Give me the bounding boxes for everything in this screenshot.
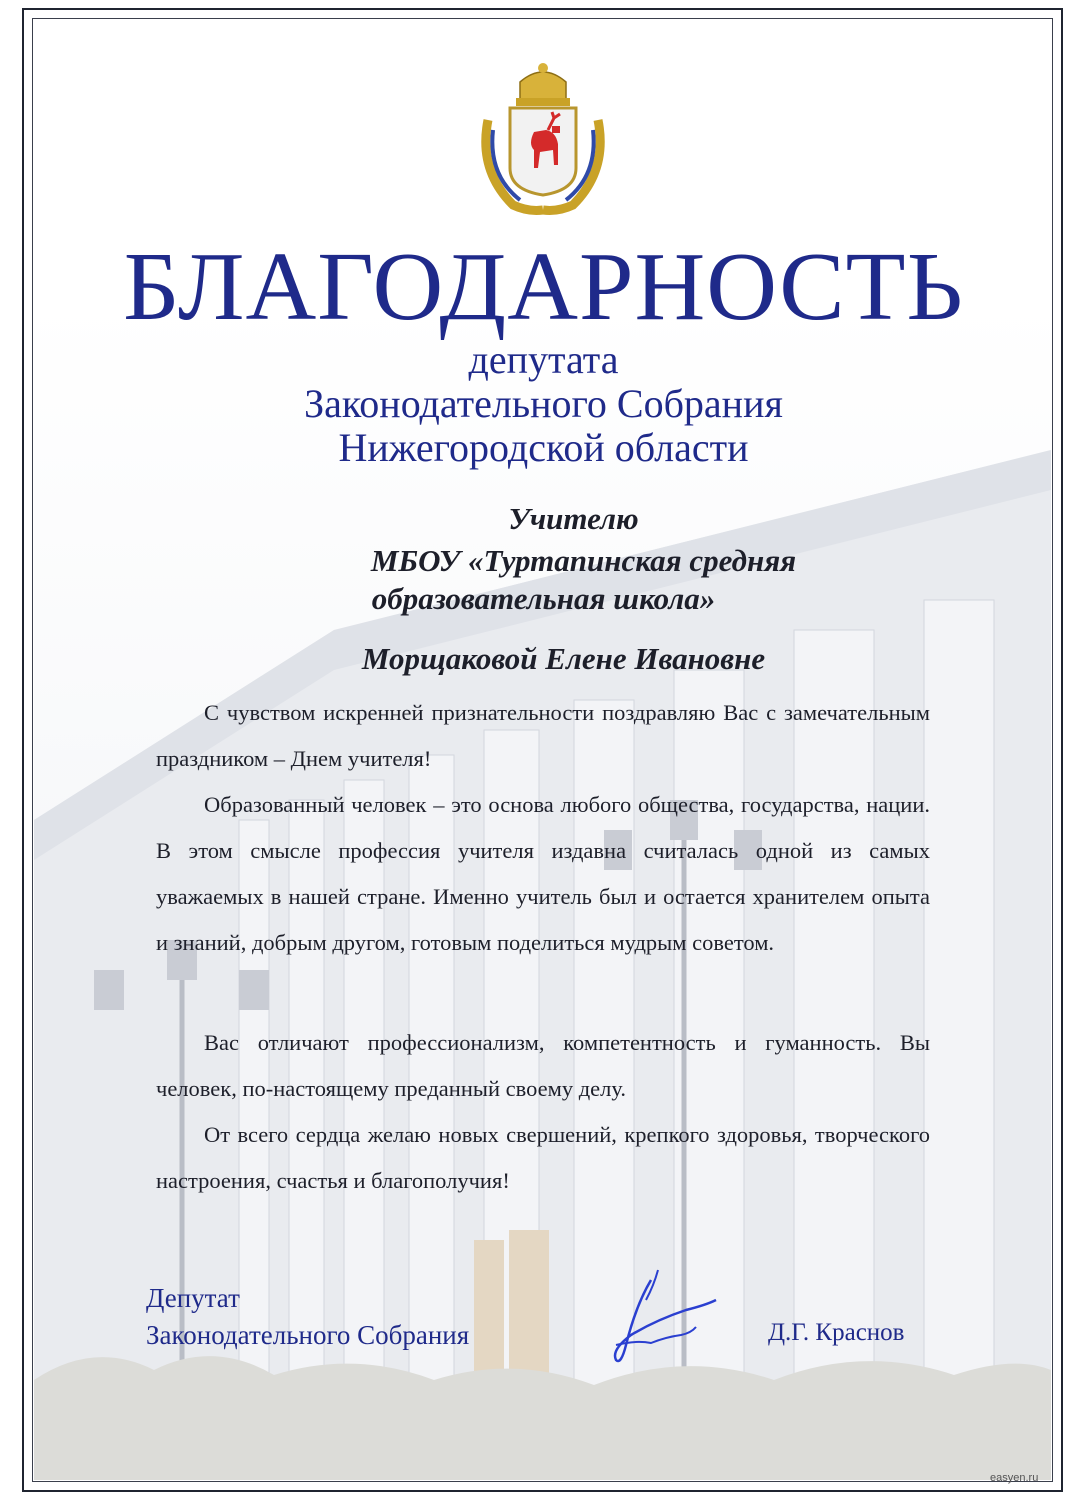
paragraph-2: Образованный человек – это основа любого общества, государства, нации. В этом смысле профессия учителя издавна считалась одной из самых уважаемых в нашей стране. Именно учитель был и остается хранителем опыта и знаний, добрым другом, готовым поделиться мудрым советом. [156,792,930,955]
subtitle-line-1: депутата [468,337,619,382]
recipient-name: Морщаковой Елене Ивановне [361,641,766,676]
subtitle-line-3: Нижегородской области [338,425,749,470]
signatory-title-line-1: Депутат [146,1283,240,1313]
paragraph-4: От всего сердца желаю новых свершений, крепкого здоровья, творческого настроения, счастья и благополучия! [156,1122,930,1193]
watermark: easyen.ru [990,1472,1039,1484]
handwritten-signature-icon [596,1265,726,1375]
paragraph-1: С чувством искренней признательности поздравляю Вас с замечательным праздником – Днем учителя! [156,700,930,771]
document-title: БЛАГОДАРНОСТЬ [123,233,964,341]
signatory-name: Д.Г. Краснов [768,1319,905,1346]
signatory-title [146,1280,469,1354]
addressee-line-2: МБОУ «Туртапинская средняя [370,543,797,578]
paragraph-3: Вас отличают профессионализм, компетентность и гуманность. Вы человек, по-настоящему преданный своему делу. [156,1030,930,1101]
subtitle-line-2: Законодательного Собрания [304,381,783,426]
nizhny-novgorod-coat-of-arms-icon [468,60,618,220]
addressee-line-3: образовательная школа» [371,581,716,616]
signatory-title-line-2: Законодательного Собрания [146,1320,470,1350]
addressee-line-1: Учителю [508,501,639,536]
